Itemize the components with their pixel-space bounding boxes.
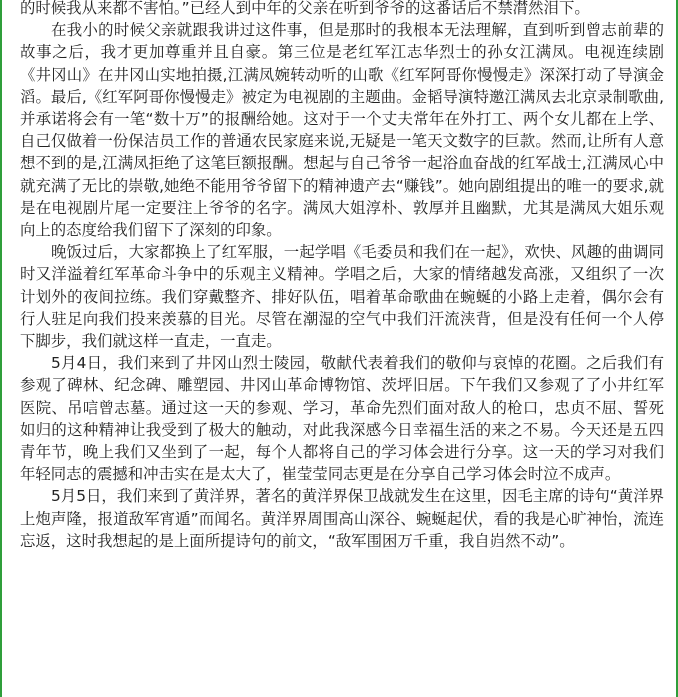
paragraph-4: 5月4日，我们来到了井冈山烈士陵园，敬献代表着我们的敬仰与哀悼的花圈。之后我们有参观了碑林、纪念碑、雕塑园、井冈山革命博物馆、茨坪旧居。下午我们又参观了了小井红军医院、吊唁曾志墓。通过这一天的参观、学习，革命先烈们面对敌人的枪口，忠贞不屈、誓死如归的这种精神让我受到了极大的触动，对此我深感今日幸福生活的来之不易。今天还是五四青年节，晚上我们又坐到了一起，每个人都将自己的学习体会进行分享。这一天的学习对我们年轻同志的震撼和冲击实在是太大了，崔莹莹同志更是在分享自己学习体会时泣不成声。 [20, 354, 664, 484]
paragraph-1: 的时候我从来都不害怕。”已经人到中年的父亲在听到爷爷的这番话后不禁潸然泪下。 [20, 0, 590, 17]
paragraph-5: 5月5日，我们来到了黄洋界，著名的黄洋界保卫战就发生在这里，因毛主席的诗句“黄洋界上炮声隆，报道敌军宵遁”而闻名。黄洋界周围高山深谷、蜿蜒起伏，看的我是心旷神怡，流连忘返，这时我想起的是上面所提诗句的前文，“敌军围困万千重，我自岿然不动”。 [20, 487, 664, 550]
paragraph-2: 在我小的时候父亲就跟我讲过这件事，但是那时的我根本无法理解，直到听到曾志前辈的故事之后，我才更加尊重并且自豪。第三位是老红军江志华烈士的孙女江满凤。电视连续剧《井冈山》在井冈山实地拍摄,江满凤婉转动听的山歌《红军阿哥你慢慢走》深深打动了导演金滔。最后,《红军阿哥你慢慢走》被定为电视剧的主题曲。金韬导演特邀江满凤去北京录制歌曲,并承诺将会有一笔“数十万”的报酬给她。这对于一个丈夫常年在外打工、两个女儿都在上学、自己仅做着一份保洁员工作的普通农民家庭来说,无疑是一笔天文数字的巨款。然而,让所有人意想不到的是,江满凤拒绝了这笔巨额报酬。想起与自己爷爷一起浴血奋战的红军战士,江满凤心中就充满了无比的崇敬,她绝不能用爷爷留下的精神遗产去“赚钱”。她向剧组提出的唯一的要求,就是在电视剧片尾一定要注上爷爷的名字。满凤大姐淳朴、敦厚并且幽默，尤其是满凤大姐乐观向上的态度给我们留下了深刻的印象。 [20, 21, 664, 240]
paragraph-3: 晚饭过后，大家都换上了红军服，一起学唱《毛委员和我们在一起》，欢快、风趣的曲调同时又洋溢着红军革命斗争中的乐观主义精神。学唱之后，大家的情绪越发高涨，又组织了一次计划外的夜间拉练。我们穿戴整齐、排好队伍，唱着革命歌曲在蜿蜒的小路上走着，偶尔会有行人驻足向我们投来羡慕的目光。尽管在潮湿的空气中我们汗流浃背，但是没有任何一个人停下脚步，我们就这样一直走，一直走。 [20, 243, 664, 351]
article-body [20, 0, 664, 552]
